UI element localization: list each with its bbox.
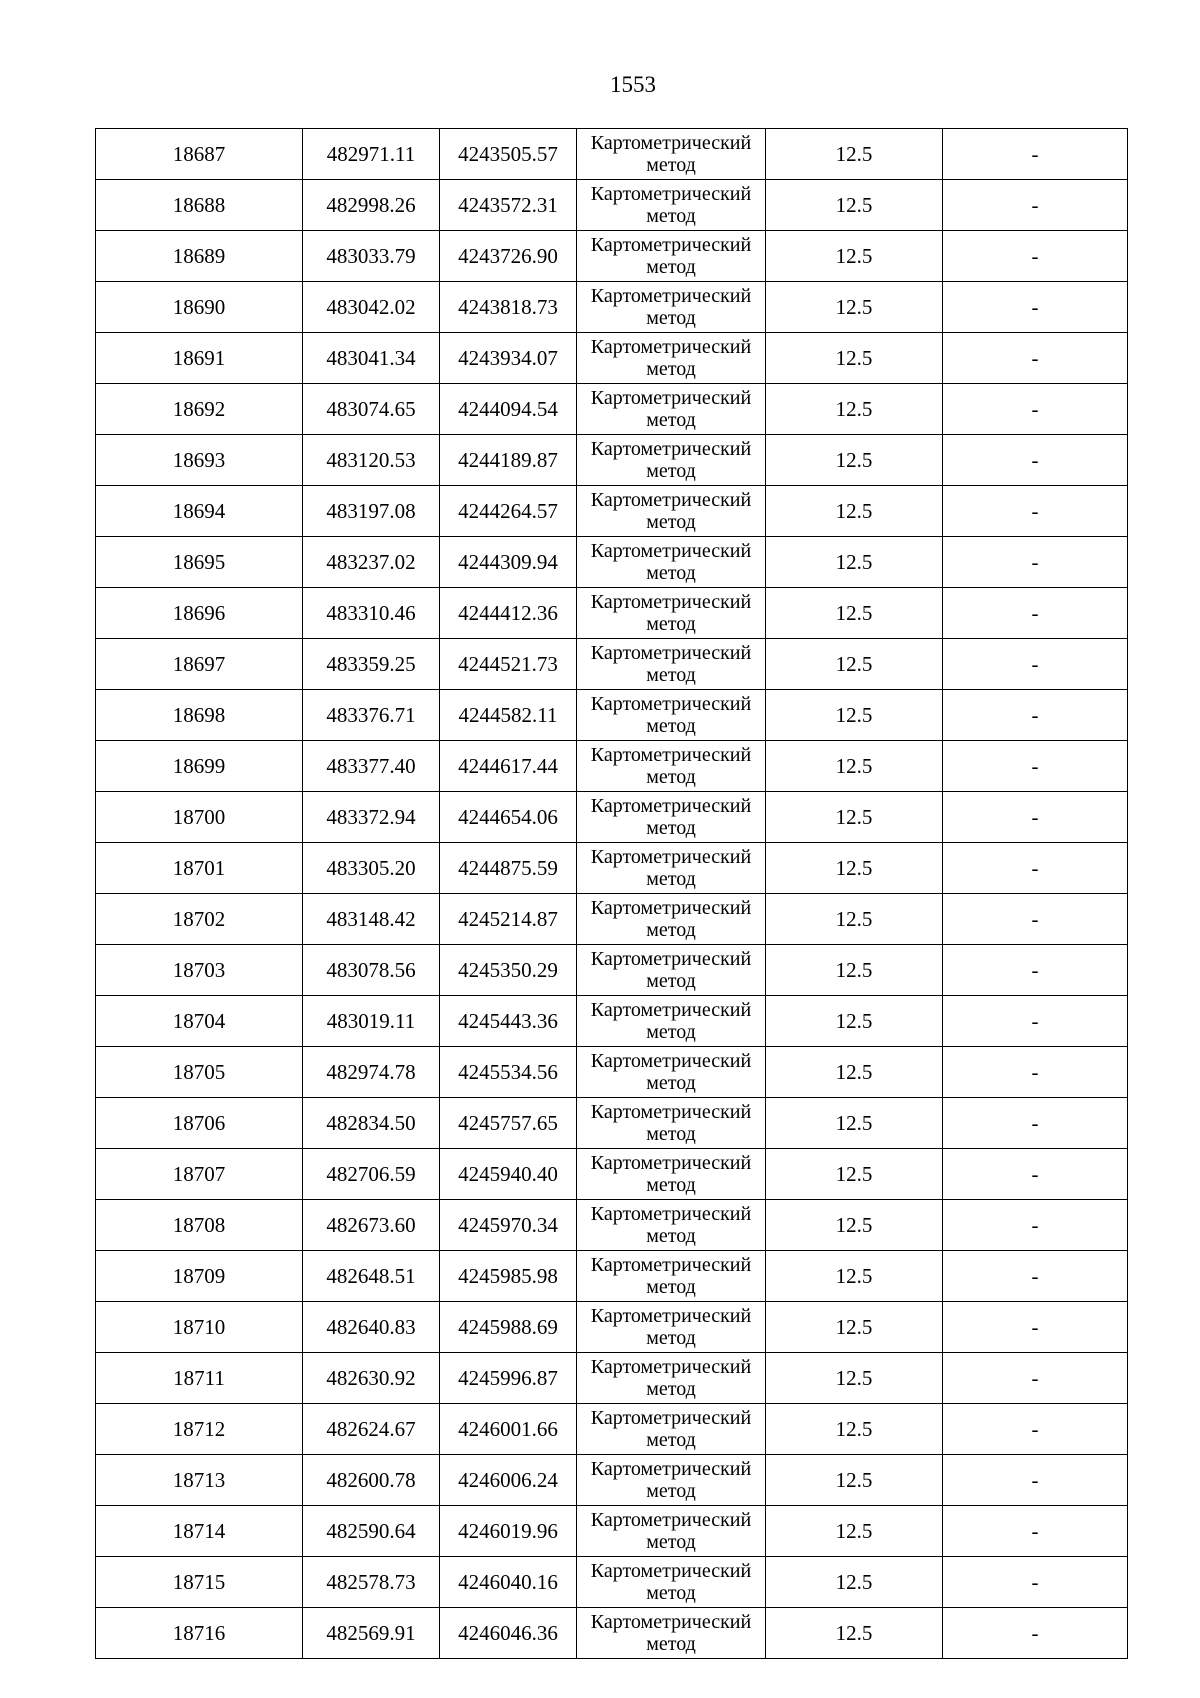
table-row xyxy=(96,792,1128,843)
point-id-cell: 18697 xyxy=(96,639,303,690)
note-cell: - xyxy=(943,333,1128,384)
method-cell xyxy=(577,945,766,996)
accuracy-cell: 12.5 xyxy=(766,282,943,333)
method-line-2: метод xyxy=(646,868,696,890)
table-row xyxy=(96,1506,1128,1557)
y-coordinate-cell: 4245985.98 xyxy=(440,1251,577,1302)
table-row xyxy=(96,1251,1128,1302)
method-line-1: Картометрический xyxy=(590,387,752,409)
y-coordinate-cell: 4245214.87 xyxy=(440,894,577,945)
method-line-2: метод xyxy=(646,1225,696,1247)
method-line-1: Картометрический xyxy=(590,438,752,460)
method-line-1: Картометрический xyxy=(590,336,752,358)
x-coordinate-cell: 482600.78 xyxy=(303,1455,440,1506)
table-row xyxy=(96,1047,1128,1098)
y-coordinate-cell: 4244521.73 xyxy=(440,639,577,690)
method-line-1: Картометрический xyxy=(590,1560,752,1582)
point-id-cell: 18706 xyxy=(96,1098,303,1149)
table-row xyxy=(96,537,1128,588)
point-id-cell: 18708 xyxy=(96,1200,303,1251)
x-coordinate-cell: 483042.02 xyxy=(303,282,440,333)
accuracy-cell: 12.5 xyxy=(766,1608,943,1659)
method-line-2: метод xyxy=(646,766,696,788)
method-line-1: Картометрический xyxy=(590,1458,752,1480)
accuracy-cell: 12.5 xyxy=(766,1353,943,1404)
table-row xyxy=(96,1149,1128,1200)
accuracy-cell: 12.5 xyxy=(766,129,943,180)
method-line-2: метод xyxy=(646,715,696,737)
method-line-2: метод xyxy=(646,613,696,635)
table-row xyxy=(96,1455,1128,1506)
method-cell xyxy=(577,1200,766,1251)
method-line-2: метод xyxy=(646,409,696,431)
accuracy-cell: 12.5 xyxy=(766,1200,943,1251)
point-id-cell: 18705 xyxy=(96,1047,303,1098)
note-cell: - xyxy=(943,435,1128,486)
method-cell xyxy=(577,180,766,231)
method-cell xyxy=(577,690,766,741)
method-line-2: метод xyxy=(646,664,696,686)
method-cell xyxy=(577,1506,766,1557)
accuracy-cell: 12.5 xyxy=(766,639,943,690)
method-cell xyxy=(577,282,766,333)
table-row xyxy=(96,486,1128,537)
note-cell: - xyxy=(943,690,1128,741)
note-cell: - xyxy=(943,282,1128,333)
table-row xyxy=(96,1302,1128,1353)
method-cell xyxy=(577,1557,766,1608)
note-cell: - xyxy=(943,1353,1128,1404)
point-id-cell: 18688 xyxy=(96,180,303,231)
accuracy-cell: 12.5 xyxy=(766,486,943,537)
x-coordinate-cell: 483078.56 xyxy=(303,945,440,996)
y-coordinate-cell: 4244654.06 xyxy=(440,792,577,843)
method-cell xyxy=(577,1302,766,1353)
x-coordinate-cell: 482706.59 xyxy=(303,1149,440,1200)
point-id-cell: 18703 xyxy=(96,945,303,996)
table-row xyxy=(96,129,1128,180)
y-coordinate-cell: 4245443.36 xyxy=(440,996,577,1047)
table-row xyxy=(96,1557,1128,1608)
page-number: 1553 xyxy=(610,72,656,97)
table-row xyxy=(96,282,1128,333)
method-line-1: Картометрический xyxy=(590,948,752,970)
note-cell: - xyxy=(943,1404,1128,1455)
point-id-cell: 18690 xyxy=(96,282,303,333)
accuracy-cell: 12.5 xyxy=(766,588,943,639)
y-coordinate-cell: 4244412.36 xyxy=(440,588,577,639)
table-row xyxy=(96,1353,1128,1404)
x-coordinate-cell: 483120.53 xyxy=(303,435,440,486)
point-id-cell: 18687 xyxy=(96,129,303,180)
x-coordinate-cell: 482673.60 xyxy=(303,1200,440,1251)
method-cell xyxy=(577,1098,766,1149)
y-coordinate-cell: 4245970.34 xyxy=(440,1200,577,1251)
table-row xyxy=(96,639,1128,690)
method-cell xyxy=(577,1149,766,1200)
x-coordinate-cell: 483041.34 xyxy=(303,333,440,384)
method-line-1: Картометрический xyxy=(590,132,752,154)
method-cell xyxy=(577,1404,766,1455)
method-line-2: метод xyxy=(646,358,696,380)
point-id-cell: 18698 xyxy=(96,690,303,741)
table-row xyxy=(96,1404,1128,1455)
table-row xyxy=(96,588,1128,639)
x-coordinate-cell: 482834.50 xyxy=(303,1098,440,1149)
accuracy-cell: 12.5 xyxy=(766,384,943,435)
method-line-1: Картометрический xyxy=(590,744,752,766)
note-cell: - xyxy=(943,1251,1128,1302)
method-cell xyxy=(577,639,766,690)
x-coordinate-cell: 483359.25 xyxy=(303,639,440,690)
method-line-1: Картометрический xyxy=(590,285,752,307)
method-line-1: Картометрический xyxy=(590,1356,752,1378)
point-id-cell: 18710 xyxy=(96,1302,303,1353)
table-body xyxy=(96,129,1128,1659)
table-row xyxy=(96,741,1128,792)
x-coordinate-cell: 483074.65 xyxy=(303,384,440,435)
note-cell: - xyxy=(943,639,1128,690)
accuracy-cell: 12.5 xyxy=(766,231,943,282)
method-line-2: метод xyxy=(646,256,696,278)
method-line-2: метод xyxy=(646,1327,696,1349)
note-cell: - xyxy=(943,1098,1128,1149)
y-coordinate-cell: 4246046.36 xyxy=(440,1608,577,1659)
note-cell: - xyxy=(943,945,1128,996)
method-cell xyxy=(577,792,766,843)
accuracy-cell: 12.5 xyxy=(766,537,943,588)
note-cell: - xyxy=(943,792,1128,843)
point-id-cell: 18692 xyxy=(96,384,303,435)
point-id-cell: 18700 xyxy=(96,792,303,843)
table-row xyxy=(96,1608,1128,1659)
accuracy-cell: 12.5 xyxy=(766,1557,943,1608)
note-cell: - xyxy=(943,1149,1128,1200)
method-line-1: Картометрический xyxy=(590,897,752,919)
method-line-2: метод xyxy=(646,205,696,227)
note-cell: - xyxy=(943,1047,1128,1098)
x-coordinate-cell: 482578.73 xyxy=(303,1557,440,1608)
note-cell: - xyxy=(943,588,1128,639)
method-line-1: Картометрический xyxy=(590,1203,752,1225)
x-coordinate-cell: 482998.26 xyxy=(303,180,440,231)
point-id-cell: 18689 xyxy=(96,231,303,282)
note-cell: - xyxy=(943,741,1128,792)
point-id-cell: 18693 xyxy=(96,435,303,486)
y-coordinate-cell: 4243934.07 xyxy=(440,333,577,384)
method-cell xyxy=(577,384,766,435)
accuracy-cell: 12.5 xyxy=(766,1149,943,1200)
method-line-2: метод xyxy=(646,1633,696,1655)
point-id-cell: 18713 xyxy=(96,1455,303,1506)
method-line-1: Картометрический xyxy=(590,1101,752,1123)
method-line-1: Картометрический xyxy=(590,642,752,664)
accuracy-cell: 12.5 xyxy=(766,1098,943,1149)
y-coordinate-cell: 4244309.94 xyxy=(440,537,577,588)
method-line-1: Картометрический xyxy=(590,693,752,715)
method-line-2: метод xyxy=(646,1582,696,1604)
method-line-2: метод xyxy=(646,1072,696,1094)
method-cell xyxy=(577,486,766,537)
accuracy-cell: 12.5 xyxy=(766,741,943,792)
y-coordinate-cell: 4245757.65 xyxy=(440,1098,577,1149)
point-id-cell: 18707 xyxy=(96,1149,303,1200)
table-row xyxy=(96,945,1128,996)
y-coordinate-cell: 4243818.73 xyxy=(440,282,577,333)
y-coordinate-cell: 4246040.16 xyxy=(440,1557,577,1608)
x-coordinate-cell: 483310.46 xyxy=(303,588,440,639)
y-coordinate-cell: 4245940.40 xyxy=(440,1149,577,1200)
accuracy-cell: 12.5 xyxy=(766,1506,943,1557)
method-cell xyxy=(577,996,766,1047)
y-coordinate-cell: 4246001.66 xyxy=(440,1404,577,1455)
x-coordinate-cell: 482624.67 xyxy=(303,1404,440,1455)
table-row xyxy=(96,1098,1128,1149)
y-coordinate-cell: 4246019.96 xyxy=(440,1506,577,1557)
method-cell xyxy=(577,1353,766,1404)
accuracy-cell: 12.5 xyxy=(766,894,943,945)
x-coordinate-cell: 482569.91 xyxy=(303,1608,440,1659)
table-row xyxy=(96,435,1128,486)
accuracy-cell: 12.5 xyxy=(766,333,943,384)
y-coordinate-cell: 4244617.44 xyxy=(440,741,577,792)
point-id-cell: 18701 xyxy=(96,843,303,894)
method-line-2: метод xyxy=(646,919,696,941)
method-line-1: Картометрический xyxy=(590,1254,752,1276)
method-cell xyxy=(577,129,766,180)
accuracy-cell: 12.5 xyxy=(766,180,943,231)
note-cell: - xyxy=(943,894,1128,945)
method-cell xyxy=(577,1047,766,1098)
method-line-1: Картометрический xyxy=(590,234,752,256)
method-cell xyxy=(577,1455,766,1506)
x-coordinate-cell: 482971.11 xyxy=(303,129,440,180)
method-cell xyxy=(577,333,766,384)
y-coordinate-cell: 4244094.54 xyxy=(440,384,577,435)
method-cell xyxy=(577,1251,766,1302)
method-line-1: Картометрический xyxy=(590,846,752,868)
x-coordinate-cell: 482590.64 xyxy=(303,1506,440,1557)
point-id-cell: 18699 xyxy=(96,741,303,792)
note-cell: - xyxy=(943,1557,1128,1608)
accuracy-cell: 12.5 xyxy=(766,1455,943,1506)
y-coordinate-cell: 4245350.29 xyxy=(440,945,577,996)
method-line-2: метод xyxy=(646,1378,696,1400)
accuracy-cell: 12.5 xyxy=(766,690,943,741)
y-coordinate-cell: 4246006.24 xyxy=(440,1455,577,1506)
method-line-2: метод xyxy=(646,970,696,992)
point-id-cell: 18704 xyxy=(96,996,303,1047)
note-cell: - xyxy=(943,996,1128,1047)
note-cell: - xyxy=(943,1608,1128,1659)
method-line-1: Картометрический xyxy=(590,1611,752,1633)
y-coordinate-cell: 4244189.87 xyxy=(440,435,577,486)
point-id-cell: 18694 xyxy=(96,486,303,537)
y-coordinate-cell: 4244264.57 xyxy=(440,486,577,537)
point-id-cell: 18695 xyxy=(96,537,303,588)
x-coordinate-cell: 483019.11 xyxy=(303,996,440,1047)
accuracy-cell: 12.5 xyxy=(766,1251,943,1302)
y-coordinate-cell: 4245996.87 xyxy=(440,1353,577,1404)
accuracy-cell: 12.5 xyxy=(766,792,943,843)
table-row xyxy=(96,333,1128,384)
method-cell xyxy=(577,537,766,588)
method-cell xyxy=(577,588,766,639)
method-cell xyxy=(577,435,766,486)
table-row xyxy=(96,843,1128,894)
x-coordinate-cell: 483033.79 xyxy=(303,231,440,282)
method-line-1: Картометрический xyxy=(590,489,752,511)
table-row xyxy=(96,384,1128,435)
note-cell: - xyxy=(943,1455,1128,1506)
note-cell: - xyxy=(943,1200,1128,1251)
table-row xyxy=(96,996,1128,1047)
method-line-1: Картометрический xyxy=(590,795,752,817)
method-line-2: метод xyxy=(646,154,696,176)
point-id-cell: 18716 xyxy=(96,1608,303,1659)
accuracy-cell: 12.5 xyxy=(766,435,943,486)
method-line-1: Картометрический xyxy=(590,1305,752,1327)
x-coordinate-cell: 483148.42 xyxy=(303,894,440,945)
note-cell: - xyxy=(943,843,1128,894)
method-line-1: Картометрический xyxy=(590,591,752,613)
method-cell xyxy=(577,1608,766,1659)
point-id-cell: 18715 xyxy=(96,1557,303,1608)
y-coordinate-cell: 4243505.57 xyxy=(440,129,577,180)
table-row xyxy=(96,894,1128,945)
method-line-2: метод xyxy=(646,1429,696,1451)
method-line-1: Картометрический xyxy=(590,1050,752,1072)
coordinates-table xyxy=(95,128,1128,1659)
point-id-cell: 18702 xyxy=(96,894,303,945)
y-coordinate-cell: 4245988.69 xyxy=(440,1302,577,1353)
table-row xyxy=(96,180,1128,231)
point-id-cell: 18696 xyxy=(96,588,303,639)
note-cell: - xyxy=(943,486,1128,537)
y-coordinate-cell: 4244582.11 xyxy=(440,690,577,741)
x-coordinate-cell: 482974.78 xyxy=(303,1047,440,1098)
method-line-2: метод xyxy=(646,1531,696,1553)
note-cell: - xyxy=(943,231,1128,282)
accuracy-cell: 12.5 xyxy=(766,1047,943,1098)
accuracy-cell: 12.5 xyxy=(766,843,943,894)
x-coordinate-cell: 483372.94 xyxy=(303,792,440,843)
method-line-2: метод xyxy=(646,1123,696,1145)
method-line-2: метод xyxy=(646,1480,696,1502)
table-row xyxy=(96,1200,1128,1251)
accuracy-cell: 12.5 xyxy=(766,1302,943,1353)
method-line-1: Картометрический xyxy=(590,1509,752,1531)
method-line-2: метод xyxy=(646,1276,696,1298)
note-cell: - xyxy=(943,129,1128,180)
method-line-2: метод xyxy=(646,1174,696,1196)
x-coordinate-cell: 483377.40 xyxy=(303,741,440,792)
x-coordinate-cell: 483197.08 xyxy=(303,486,440,537)
point-id-cell: 18714 xyxy=(96,1506,303,1557)
accuracy-cell: 12.5 xyxy=(766,1404,943,1455)
method-line-1: Картометрический xyxy=(590,999,752,1021)
x-coordinate-cell: 483305.20 xyxy=(303,843,440,894)
note-cell: - xyxy=(943,1506,1128,1557)
point-id-cell: 18709 xyxy=(96,1251,303,1302)
x-coordinate-cell: 482640.83 xyxy=(303,1302,440,1353)
x-coordinate-cell: 482630.92 xyxy=(303,1353,440,1404)
method-line-2: метод xyxy=(646,1021,696,1043)
accuracy-cell: 12.5 xyxy=(766,996,943,1047)
method-cell xyxy=(577,894,766,945)
point-id-cell: 18711 xyxy=(96,1353,303,1404)
x-coordinate-cell: 482648.51 xyxy=(303,1251,440,1302)
point-id-cell: 18691 xyxy=(96,333,303,384)
y-coordinate-cell: 4243726.90 xyxy=(440,231,577,282)
table-row xyxy=(96,690,1128,741)
x-coordinate-cell: 483376.71 xyxy=(303,690,440,741)
method-line-1: Картометрический xyxy=(590,1407,752,1429)
y-coordinate-cell: 4244875.59 xyxy=(440,843,577,894)
method-cell xyxy=(577,741,766,792)
x-coordinate-cell: 483237.02 xyxy=(303,537,440,588)
note-cell: - xyxy=(943,1302,1128,1353)
y-coordinate-cell: 4245534.56 xyxy=(440,1047,577,1098)
method-line-1: Картометрический xyxy=(590,1152,752,1174)
method-cell xyxy=(577,231,766,282)
note-cell: - xyxy=(943,384,1128,435)
method-line-1: Картометрический xyxy=(590,540,752,562)
method-line-2: метод xyxy=(646,460,696,482)
table-row xyxy=(96,231,1128,282)
method-line-2: метод xyxy=(646,562,696,584)
method-line-2: метод xyxy=(646,817,696,839)
accuracy-cell: 12.5 xyxy=(766,945,943,996)
point-id-cell: 18712 xyxy=(96,1404,303,1455)
y-coordinate-cell: 4243572.31 xyxy=(440,180,577,231)
note-cell: - xyxy=(943,537,1128,588)
method-line-1: Картометрический xyxy=(590,183,752,205)
method-line-2: метод xyxy=(646,511,696,533)
method-cell xyxy=(577,843,766,894)
note-cell: - xyxy=(943,180,1128,231)
method-line-2: метод xyxy=(646,307,696,329)
